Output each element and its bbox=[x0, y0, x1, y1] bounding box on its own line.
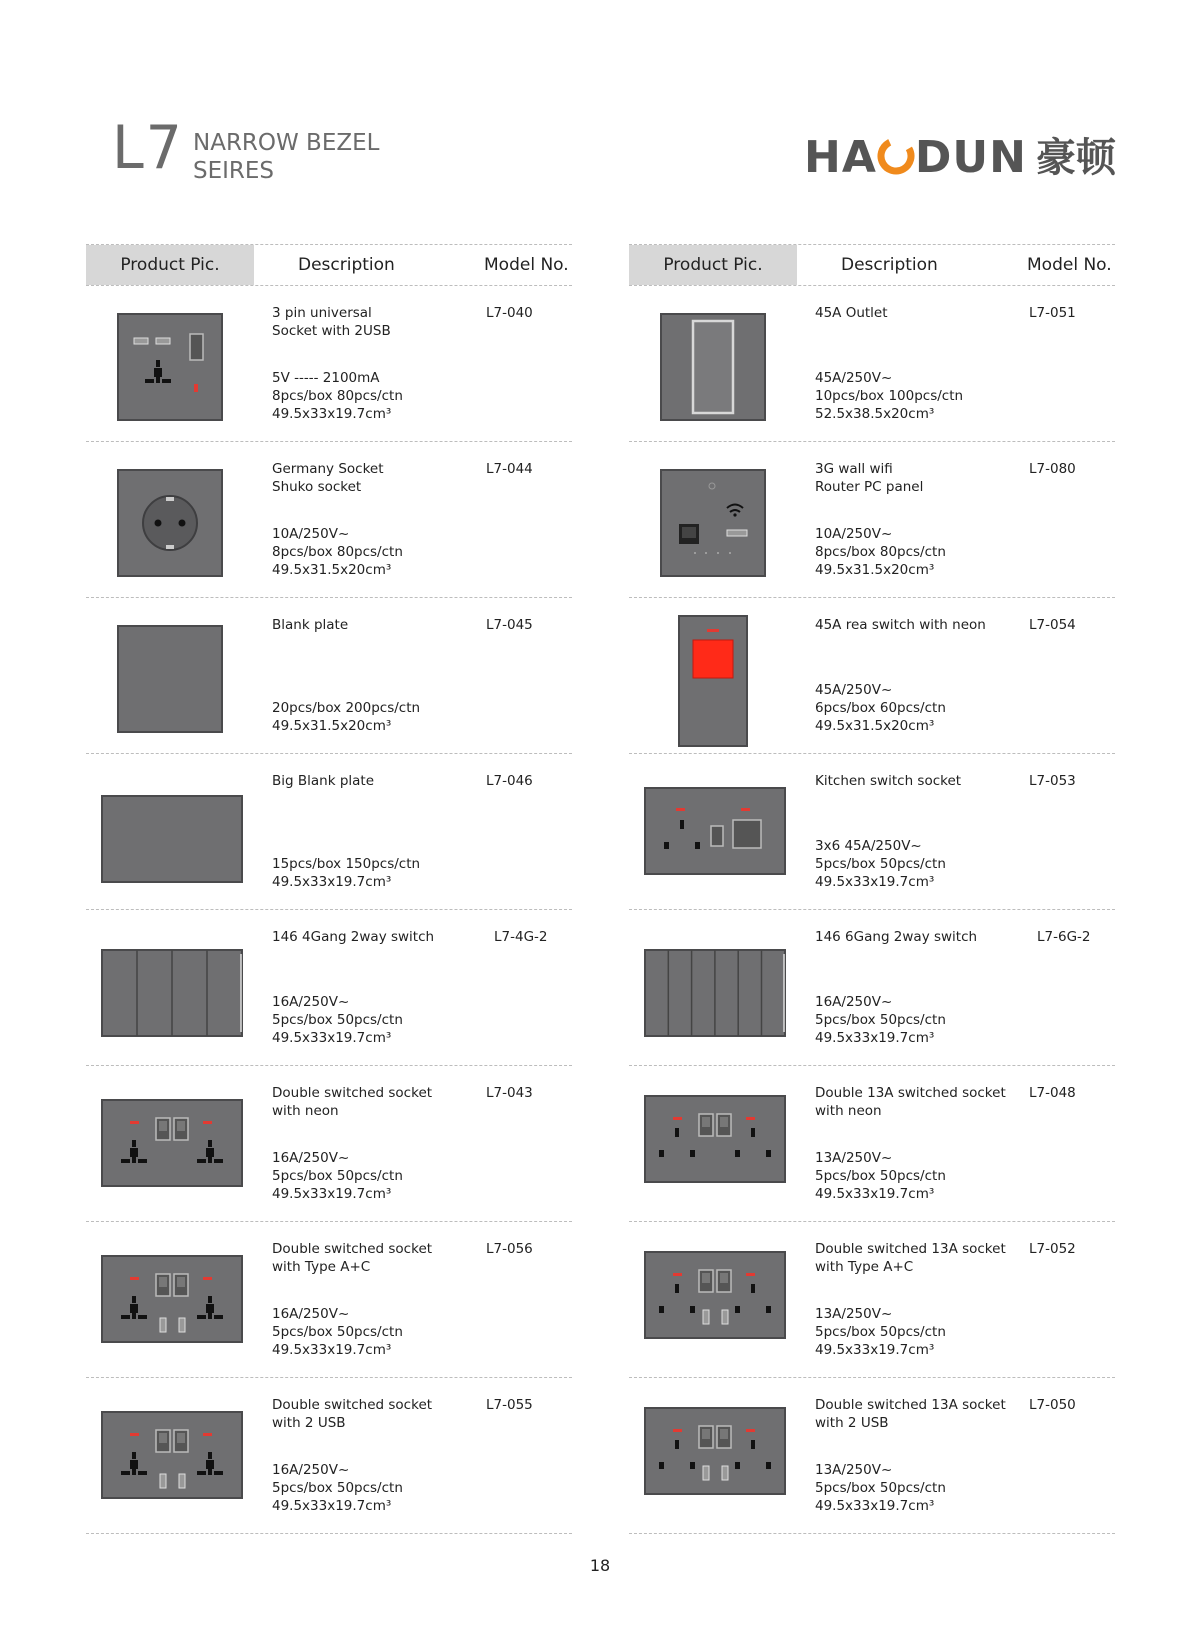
product-row bbox=[86, 1378, 572, 1534]
product-description-title: Double switched socket with 2 USB bbox=[272, 1397, 433, 1431]
brand-right: DUN bbox=[914, 132, 1027, 183]
product-pic bbox=[629, 1222, 797, 1377]
model-number: L7-052 bbox=[1029, 1241, 1076, 1257]
product-specs: 16A/250V~ 5pcs/box 50pcs/ctn 49.5x33x19.7cm³ bbox=[272, 1150, 403, 1202]
product-row bbox=[629, 442, 1115, 598]
header-model-no: Model No. bbox=[1027, 255, 1112, 275]
table-header bbox=[86, 244, 572, 286]
double-universal-socket-2usb-icon bbox=[86, 1378, 254, 1533]
product-pic bbox=[86, 754, 254, 909]
product-description-title: 3G wall wifi Router PC panel bbox=[815, 461, 924, 495]
product-pic bbox=[629, 286, 797, 441]
product-row bbox=[86, 286, 572, 442]
product-row bbox=[86, 598, 572, 754]
product-pic bbox=[86, 1066, 254, 1221]
page-header bbox=[0, 0, 1200, 220]
product-pic bbox=[629, 910, 797, 1065]
model-number: L7-045 bbox=[486, 617, 533, 633]
product-specs: 16A/250V~ 5pcs/box 50pcs/ctn 49.5x33x19.7cm³ bbox=[272, 1462, 403, 1514]
product-pic bbox=[629, 442, 797, 597]
product-description-title: Germany Socket Shuko socket bbox=[272, 461, 384, 495]
model-number: L7-056 bbox=[486, 1241, 533, 1257]
product-specs: 45A/250V~ 10pcs/box 100pcs/ctn 52.5x38.5x20cm³ bbox=[815, 370, 964, 422]
wifi-router-panel-icon bbox=[629, 442, 797, 597]
product-description-title: Double switched 13A socket with 2 USB bbox=[815, 1397, 1006, 1431]
table-header bbox=[629, 244, 1115, 286]
product-description-title: Double switched socket with Type A+C bbox=[272, 1241, 433, 1275]
universal-socket-2usb-icon bbox=[86, 286, 254, 441]
product-row bbox=[86, 754, 572, 910]
schuko-socket-icon bbox=[86, 442, 254, 597]
product-table-right bbox=[629, 244, 1115, 1534]
product-description-title: Double 13A switched socket with neon bbox=[815, 1085, 1006, 1119]
product-description-title: Double switched 13A socket with Type A+C bbox=[815, 1241, 1006, 1275]
product-specs: 16A/250V~ 5pcs/box 50pcs/ctn 49.5x33x19.7cm³ bbox=[272, 1306, 403, 1358]
product-specs: 13A/250V~ 5pcs/box 50pcs/ctn 49.5x33x19.7cm³ bbox=[815, 1462, 946, 1514]
product-pic bbox=[629, 598, 797, 753]
product-row bbox=[629, 910, 1115, 1066]
product-pic bbox=[86, 1222, 254, 1377]
model-number: L7-048 bbox=[1029, 1085, 1076, 1101]
brand-logo bbox=[804, 128, 1124, 188]
product-row bbox=[86, 1222, 572, 1378]
double-universal-socket-usb-ac-icon bbox=[86, 1222, 254, 1377]
double-13a-socket-usb-ac-icon bbox=[629, 1222, 797, 1377]
header-product-pic: Product Pic. bbox=[629, 245, 797, 285]
product-pic bbox=[86, 1378, 254, 1533]
product-row bbox=[629, 754, 1115, 910]
product-pic bbox=[86, 286, 254, 441]
brand-wordmark bbox=[804, 128, 1027, 188]
product-row bbox=[629, 286, 1115, 442]
product-description-title: Kitchen switch socket bbox=[815, 773, 962, 789]
double-universal-socket-icon bbox=[86, 1066, 254, 1221]
product-pic bbox=[629, 1066, 797, 1221]
product-pic bbox=[86, 598, 254, 753]
product-rows bbox=[86, 286, 572, 1534]
model-number: L7-4G-2 bbox=[494, 929, 548, 945]
header-model-no: Model No. bbox=[484, 255, 569, 275]
blank-plate-icon bbox=[86, 598, 254, 753]
model-number: L7-043 bbox=[486, 1085, 533, 1101]
product-description-title: 45A rea switch with neon bbox=[815, 617, 986, 633]
page-number: 18 bbox=[589, 1556, 611, 1575]
product-description-title: 146 6Gang 2way switch bbox=[815, 929, 978, 945]
brand-cn: 豪顿 bbox=[1036, 135, 1116, 181]
product-row bbox=[629, 598, 1115, 754]
model-number: L7-040 bbox=[486, 305, 533, 321]
product-pic bbox=[629, 1378, 797, 1533]
product-pic bbox=[86, 442, 254, 597]
product-row bbox=[629, 1222, 1115, 1378]
product-specs: 10A/250V~ 8pcs/box 80pcs/ctn 49.5x31.5x20cm³ bbox=[272, 526, 403, 578]
product-row bbox=[86, 910, 572, 1066]
product-row bbox=[86, 1066, 572, 1222]
header-product-pic: Product Pic. bbox=[86, 245, 254, 285]
series-name-line2: SEIRES bbox=[193, 158, 275, 184]
big-blank-plate-icon bbox=[86, 754, 254, 909]
product-row bbox=[629, 1378, 1115, 1534]
4gang-switch-icon bbox=[86, 910, 254, 1065]
header-description: Description bbox=[298, 255, 395, 275]
product-rows bbox=[629, 286, 1115, 1534]
series-name-line1: NARROW BEZEL bbox=[193, 130, 380, 156]
45a-outlet-icon bbox=[629, 286, 797, 441]
product-specs: 3x6 45A/250V~ 5pcs/box 50pcs/ctn 49.5x33x19.7cm³ bbox=[815, 838, 946, 890]
double-13a-socket-2usb-icon bbox=[629, 1378, 797, 1533]
product-specs: 16A/250V~ 5pcs/box 50pcs/ctn 49.5x33x19.7cm³ bbox=[272, 994, 403, 1046]
model-number: L7-051 bbox=[1029, 305, 1076, 321]
product-specs: 5V ----- 2100mA 8pcs/box 80pcs/ctn 49.5x33x19.7cm³ bbox=[272, 370, 403, 422]
product-table-left bbox=[86, 244, 572, 1534]
product-pic bbox=[629, 754, 797, 909]
model-number: L7-054 bbox=[1029, 617, 1076, 633]
product-specs: 20pcs/box 200pcs/ctn 49.5x31.5x20cm³ bbox=[272, 700, 421, 734]
series-name bbox=[193, 129, 379, 185]
product-description-title: 45A Outlet bbox=[815, 305, 888, 321]
product-description-title: 146 4Gang 2way switch bbox=[272, 929, 435, 945]
product-specs: 15pcs/box 150pcs/ctn 49.5x33x19.7cm³ bbox=[272, 856, 421, 890]
header-description: Description bbox=[841, 255, 938, 275]
6gang-switch-icon bbox=[629, 910, 797, 1065]
product-description-title: 3 pin universal Socket with 2USB bbox=[272, 305, 391, 339]
product-description-title: Double switched socket with neon bbox=[272, 1085, 433, 1119]
model-number: L7-044 bbox=[486, 461, 533, 477]
model-number: L7-055 bbox=[486, 1397, 533, 1413]
product-specs: 13A/250V~ 5pcs/box 50pcs/ctn 49.5x33x19.7cm³ bbox=[815, 1306, 946, 1358]
product-specs: 16A/250V~ 5pcs/box 50pcs/ctn 49.5x33x19.7cm³ bbox=[815, 994, 946, 1046]
product-description-title: Big Blank plate bbox=[272, 773, 375, 789]
product-specs: 45A/250V~ 6pcs/box 60pcs/ctn 49.5x31.5x20cm³ bbox=[815, 682, 946, 734]
kitchen-switch-socket-icon bbox=[629, 754, 797, 909]
model-number: L7-053 bbox=[1029, 773, 1076, 789]
model-number: L7-6G-2 bbox=[1037, 929, 1091, 945]
model-number: L7-046 bbox=[486, 773, 533, 789]
double-13a-socket-icon bbox=[629, 1066, 797, 1221]
model-number: L7-080 bbox=[1029, 461, 1076, 477]
series-code: L7 bbox=[112, 113, 184, 183]
45a-switch-neon-icon bbox=[629, 598, 797, 753]
logo-o-icon bbox=[877, 132, 915, 172]
product-specs: 10A/250V~ 8pcs/box 80pcs/ctn 49.5x31.5x20cm³ bbox=[815, 526, 946, 578]
product-pic bbox=[86, 910, 254, 1065]
product-specs: 13A/250V~ 5pcs/box 50pcs/ctn 49.5x33x19.7cm³ bbox=[815, 1150, 946, 1202]
brand-left: HA bbox=[804, 132, 877, 183]
product-row bbox=[86, 442, 572, 598]
product-row bbox=[629, 1066, 1115, 1222]
model-number: L7-050 bbox=[1029, 1397, 1076, 1413]
product-description-title: Blank plate bbox=[272, 617, 349, 633]
